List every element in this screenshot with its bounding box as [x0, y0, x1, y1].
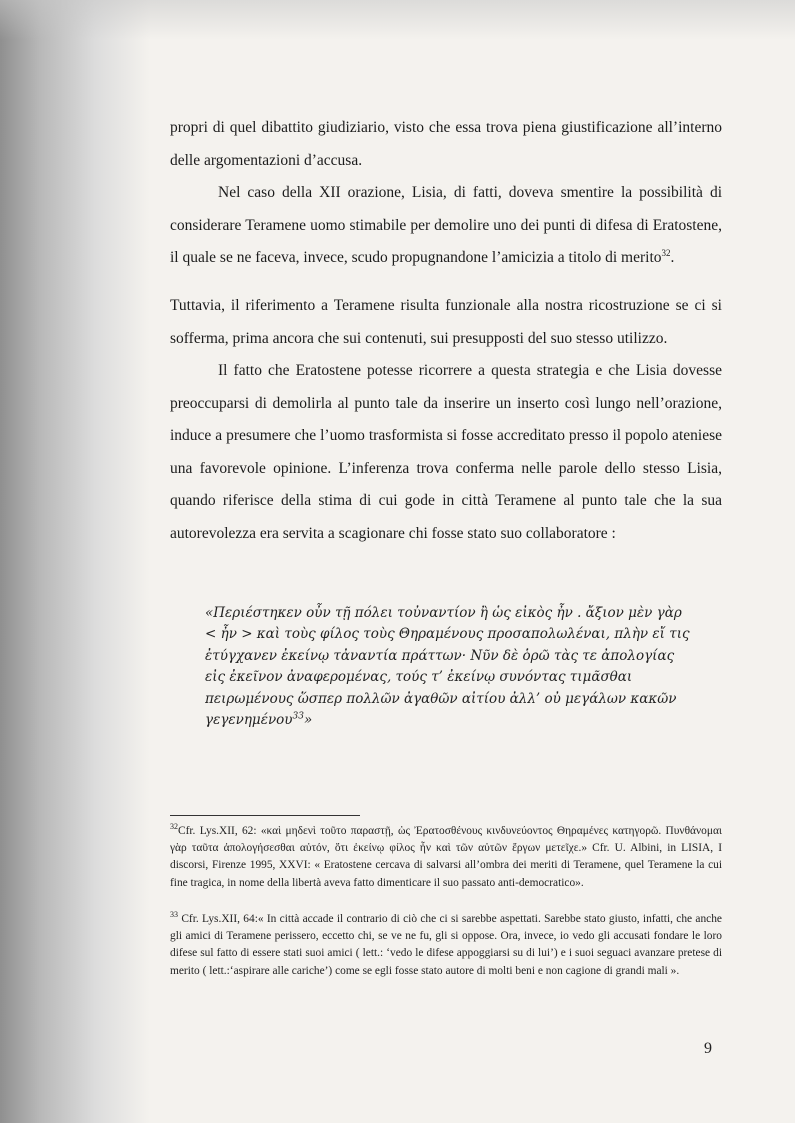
footnote-33-number: 33: [170, 910, 178, 920]
paragraph-1: [170, 112, 722, 177]
footnote-divider: [170, 815, 360, 816]
quote-line: «Περιέστηκεν οὖν τῇ πόλει τοὐναντίον ἢ ὡς εἰκὸς ἦν . ἄξιον μὲν γὰρ: [205, 605, 682, 621]
footnote-ref-33[interactable]: 33: [292, 711, 304, 722]
paragraph-2: Nel caso della XII orazione, Lisia, di fatti, doveva smentire la possibilità di considerare Teramene uomo stimabile per demolire uno dei punti di difesa di Eratostene, il quale se ne faceva, invece, scudo propugnandone l’amicizia a titolo di merito$^{32}$.: [170, 184, 722, 266]
scan-shadow-left: [0, 0, 150, 1123]
greek-quotation: [205, 603, 720, 731]
quote-close: »: [303, 712, 313, 729]
paragraph-3-text: Tuttavia, il riferimento a Teramene risulta funzionale alla nostra ricostruzione se ci si sofferma, prima ancora che sui contenuti, sui presupposti del suo stesso utilizzo.: [170, 297, 722, 347]
footnote-32-number: 32: [170, 822, 178, 832]
paragraph-3: [170, 290, 722, 355]
paragraph-4-text: Il fatto che Eratostene potesse ricorrere a questa strategia e che Lisia dovesse preoccuparsi di demolirla al punto tale da inserire un inserto così lungo nell’orazione, induce a presumere che l’uomo trasformista si fosse accreditato presso il popolo ateniese una favorevole opinione. L’inferenza trova conferma nelle parole dello stesso Lisia, quando riferisce della stima di cui gode in città Teramene al punto tale che la sua autorevolezza era servita a scagionare chi fosse stato suo collaboratore :: [170, 362, 722, 542]
scan-shadow-top: [0, 0, 795, 40]
quote-line: πειρωμένους ὥσπερ πολλῶν ἀγαθῶν αἰτίου ἀλλ’ οὐ μεγάλων κακῶν: [205, 690, 677, 707]
paragraph-1-text: propri di quel dibattito giudiziario, visto che essa trova piena giustificazione all’interno delle argomentazioni d’accusa.: [170, 119, 722, 169]
footnote-ref-32[interactable]: 32: [661, 247, 671, 258]
paragraph-4: [170, 355, 722, 550]
quote-line: εἰς ἐκεῖνον ἀναφερομένας, τούς τ’ ἐκείνῳ συνόντας τιμᾶσθαι: [205, 669, 633, 686]
page-number: 9: [704, 1040, 712, 1057]
footnote-33: [170, 911, 722, 980]
footnote-33-text: Cfr. Lys.XII, 64:« In città accade il contrario di ciò che ci si sarebbe aspettati. Sarebbe stato giusto, infatti, che anche gli amici di Teramene perissero, eccetto chi, se ve ne fu, gli si oppose. Ora, invece, io vedo gli accusati fondare le loro difese sul fatto di essere stati suoi amici ( lett.: ‘vedo le difese appoggiarsi su di lui’) e i suoi seguaci avanzare pretese di merito ( lett.:‘aspirare alle cariche’) come se egli fosse stato autore di molti beni e non cagione di grandi mali ».: [170, 913, 722, 977]
quote-line: < ἦν > καὶ τοὺς φίλος τοὺς Θηραμένους προσαπολωλέναι, πλὴν εἴ τις: [205, 626, 690, 643]
quote-line: γεγενημένου: [205, 712, 293, 729]
quote-line: ἐτύγχανεν ἐκείνῳ τἀναντία πράττων· Νῦν δὲ ὁρῶ τὰς τε ἀπολογίας: [205, 647, 675, 664]
footnote-32: [170, 823, 722, 892]
paragraph-2-text: Nel caso della XII orazione, Lisia, di fatti, doveva smentire la possibilità di considerare Teramene uomo stimabile per demolire uno dei punti di difesa di Eratostene, il quale se ne faceva, invece, scudo propugnandone l’amicizia a titolo di merito: [170, 184, 722, 266]
footnote-32-text: Cfr. Lys.XII, 62: «καὶ μηδενὶ τοῦτο παραστῇ, ὡς Ἐρατοσθένους κινδυνεύοντος Θηραμένες κατηγορῶ. Πυνθάνομαι γὰρ ταῦτα ἀπολογήσεσθαι αὐτόν, ὅτι ἐκείνῳ φίλος ἦν καὶ τῶν αὐτῶν ἔργων μετεῖχε.» Cfr. U. Albini, in LISIA, I discorsi, Firenze 1995, XXVI: « Eratostene cercava di salvarsi all’ombra dei meriti di Teramene, quel Teramene la cui fine tragica, in nome della libertà aveva fatto dimenticare il suo passato anti-democratico».: [170, 825, 722, 889]
